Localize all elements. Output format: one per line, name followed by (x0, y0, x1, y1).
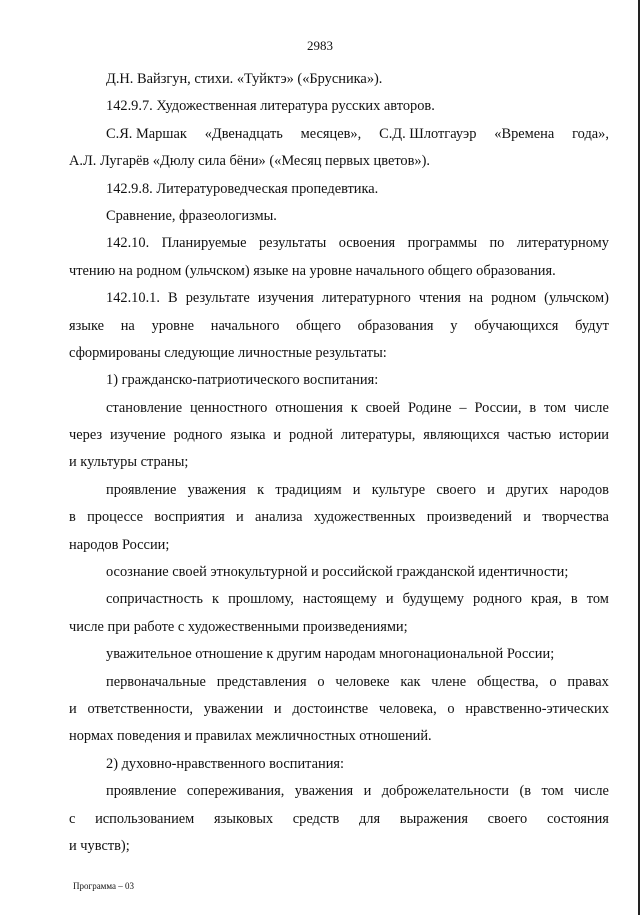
word: в (69, 509, 76, 526)
word: С.Д. Шлотгауэр (379, 125, 477, 142)
word: выражения (399, 810, 468, 827)
word: с (69, 810, 76, 827)
word: родного (473, 591, 522, 608)
word: числе (573, 399, 609, 416)
word: средств (292, 810, 340, 827)
word: творчества (542, 509, 609, 526)
section-heading (69, 230, 609, 257)
document-body (69, 66, 609, 860)
text-line (69, 669, 609, 696)
word: анализа (254, 509, 303, 526)
word: отношения (275, 399, 343, 416)
text-line (69, 422, 609, 449)
word: результаты (258, 235, 327, 252)
word: представления (216, 673, 307, 690)
word: нравственно-этических (465, 700, 609, 717)
word: уровне (151, 317, 195, 334)
word: о (317, 673, 325, 690)
word: «Двенадцать (204, 125, 283, 142)
word: в (570, 591, 578, 608)
word: к (212, 591, 220, 608)
word: истории (559, 427, 609, 444)
word: чтения (418, 290, 461, 307)
text-line (69, 696, 609, 723)
word: проявление (106, 783, 177, 800)
footer-label: Программа – 03 (73, 881, 135, 891)
word: Родине (408, 399, 452, 416)
text-line: чтению на родном (ульчском) языке на уровне начального общего образования. (69, 262, 556, 279)
text-line (69, 285, 609, 312)
word: и (385, 591, 394, 608)
word: правах (567, 673, 609, 690)
word: произведений (426, 509, 512, 526)
word: других (506, 481, 549, 498)
word: 142.10.1. (106, 290, 160, 307)
word: через (69, 427, 103, 444)
word: о (447, 700, 455, 717)
word: по (489, 235, 505, 252)
word: народов (559, 481, 609, 498)
word: языковых (213, 810, 274, 827)
word: о (549, 673, 557, 690)
list-heading: 1) гражданско-патриотического воспитания: (106, 372, 379, 389)
word: начального (210, 317, 280, 334)
text-line (69, 504, 609, 531)
word: как (400, 673, 421, 690)
text-line: числе при работе с художественными произведениями; (69, 618, 408, 635)
word: человека, (378, 700, 437, 717)
text-line: народов России; (69, 536, 170, 553)
word: будущему (402, 591, 464, 608)
text-line (69, 313, 609, 340)
word: уважения (187, 481, 246, 498)
word: общества, (476, 673, 539, 690)
text-line: осознание своей этнокультурной и российской гражданской идентичности; (106, 564, 569, 581)
word: родного (173, 427, 223, 444)
word: достоинстве (292, 700, 369, 717)
word: ценностного (189, 399, 268, 416)
word: родной (289, 427, 333, 444)
word: том (543, 399, 567, 416)
word: том (586, 591, 609, 608)
word: на (120, 317, 135, 334)
word: традициям (275, 481, 342, 498)
word: человеке (335, 673, 390, 690)
word: России, (474, 399, 522, 416)
word: и (352, 481, 361, 498)
word: к (257, 481, 265, 498)
word: своего (487, 810, 528, 827)
text-line: уважительное отношение к другим народам многонациональной России; (106, 646, 555, 663)
text-line: сформированы следующие личностные результаты: (69, 344, 387, 361)
word: освоения (338, 235, 396, 252)
word: восприятия (154, 509, 225, 526)
word: художественных (313, 509, 416, 526)
text-line (69, 586, 609, 613)
word: числе (574, 783, 609, 800)
word: месяцев», (300, 125, 362, 142)
word: родном (491, 290, 537, 307)
word: уважении (203, 700, 264, 717)
word: изучения (257, 290, 314, 307)
text-line: и культуры страны; (69, 454, 189, 471)
word: и (523, 509, 531, 526)
word: С.Я. Маршак (106, 125, 187, 142)
word: использованием (95, 810, 195, 827)
word: к (350, 399, 358, 416)
word: доброжелательности (381, 783, 509, 800)
word: сопричастность (106, 591, 203, 608)
word: состояния (546, 810, 609, 827)
text-line (69, 778, 609, 805)
text-line (69, 395, 609, 422)
word: края, (531, 591, 562, 608)
text-line: Сравнение, фразеологизмы. (106, 207, 277, 224)
word: Планируемые (161, 235, 247, 252)
word: В (168, 290, 178, 307)
word: уважения (294, 783, 354, 800)
word: программы (407, 235, 478, 252)
word: «Времена (494, 125, 555, 142)
word: года», (572, 125, 609, 142)
word: литературному (516, 235, 609, 252)
word: будут (575, 317, 609, 334)
word: и (487, 481, 495, 498)
word: в (529, 399, 537, 416)
word: языке (69, 317, 104, 334)
text-line: нормах поведения и правилах межличностных отношений. (69, 728, 432, 745)
word: процессе (87, 509, 143, 526)
word: проявление (106, 481, 177, 498)
word: ответственности, (87, 700, 193, 717)
text-line (69, 806, 609, 833)
word: на (468, 290, 483, 307)
word: и (236, 509, 244, 526)
word: 142.10. (106, 235, 150, 252)
word: и (363, 783, 372, 800)
word: обучающихся (474, 317, 559, 334)
word: языка (230, 427, 266, 444)
word: литературы, (340, 427, 416, 444)
word: частью (507, 427, 552, 444)
word: прошлому, (228, 591, 294, 608)
section-heading: 142.9.8. Литературоведческая пропедевтика. (106, 180, 379, 197)
text-line: А.Л. Лугарёв «Дюлу сила бёни» («Месяц первых цветов»). (69, 153, 431, 170)
word: результате (185, 290, 250, 307)
list-heading: 2) духовно-нравственного воспитания: (106, 755, 345, 772)
word: и (273, 427, 282, 444)
word: сопереживания, (186, 783, 285, 800)
section-heading: 142.9.7. Художественная литература русских авторов. (106, 98, 435, 115)
word: общего (296, 317, 341, 334)
word: – (459, 399, 467, 416)
word: являющихся (423, 427, 500, 444)
word: члене (431, 673, 467, 690)
word: своего (436, 481, 476, 498)
text-line: и чувств); (69, 837, 130, 854)
word: и (69, 700, 77, 717)
word: и (273, 700, 282, 717)
word: литературного (321, 290, 411, 307)
word: (ульчском) (544, 290, 609, 307)
word: для (358, 810, 381, 827)
word: (в (519, 783, 532, 800)
word: культуре (371, 481, 426, 498)
word: изучение (109, 427, 166, 444)
word: образования (357, 317, 434, 334)
word: своей (365, 399, 401, 416)
word: настоящему (302, 591, 377, 608)
word: первоначальные (106, 673, 206, 690)
word: у (450, 317, 458, 334)
text-line (69, 477, 609, 504)
word: становление (106, 399, 183, 416)
page-number: 2983 (307, 38, 333, 53)
text-line: Д.Н. Вайзгун, стихи. «Туйктэ» («Брусника»). (106, 71, 383, 87)
word: том (541, 783, 564, 800)
text-line (69, 121, 609, 148)
